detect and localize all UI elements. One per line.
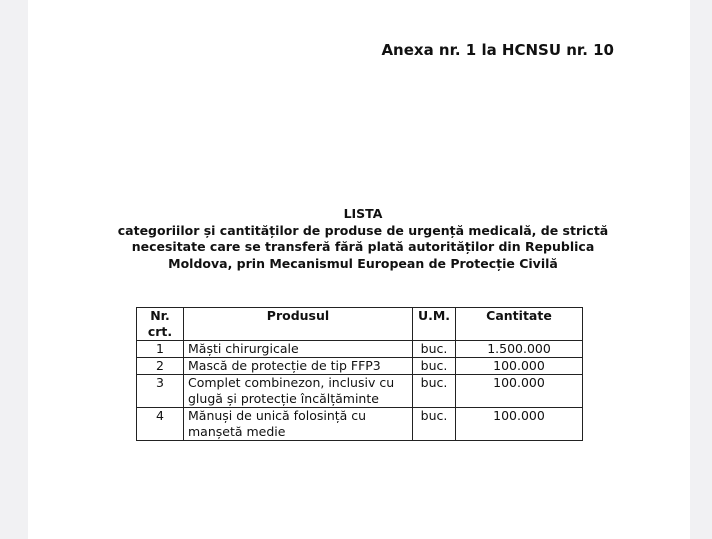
table-row — [137, 408, 583, 441]
document-title — [88, 206, 638, 272]
cell-unit: buc. — [413, 358, 456, 375]
cell-product-line: Mască de protecție de tip FFP3 — [188, 358, 381, 373]
title-line: Moldova, prin Mecanismul European de Protecție Civilă — [168, 255, 558, 271]
header-nr-line2: crt. — [147, 324, 173, 339]
cell-nr: 4 — [137, 408, 184, 441]
title-line: necesitate care se transferă fără plată autorităților din Republica — [131, 239, 595, 254]
table-row — [137, 341, 583, 358]
cell-quantity: 100.000 — [456, 358, 583, 375]
table-row — [137, 375, 583, 408]
cell-unit: buc. — [413, 408, 456, 441]
table-row — [137, 358, 583, 375]
cell-product — [184, 375, 413, 408]
cell-product-line: Mănuși de unică folosință cu — [188, 408, 367, 423]
cell-product — [184, 358, 413, 375]
cell-product — [184, 341, 413, 358]
cell-product-line: Complet combinezon, inclusiv cu — [188, 375, 395, 390]
cell-quantity: 100.000 — [456, 408, 583, 441]
cell-product-line: manșetă medie — [188, 424, 286, 439]
cell-nr: 2 — [137, 358, 184, 375]
header-product: Produsul — [184, 308, 413, 341]
header-unit: U.M. — [413, 308, 456, 341]
cell-nr: 1 — [137, 341, 184, 358]
cell-quantity: 1.500.000 — [456, 341, 583, 358]
table-header-row — [137, 308, 583, 341]
cell-product-line: glugă și protecție încălțăminte — [188, 391, 379, 406]
document-page — [28, 0, 690, 539]
cell-product — [184, 408, 413, 441]
header-quantity: Cantitate — [456, 308, 583, 341]
cell-quantity: 100.000 — [456, 375, 583, 408]
products-table — [136, 307, 583, 441]
header-nr-line1: Nr. — [150, 308, 170, 323]
cell-unit: buc. — [413, 375, 456, 408]
header-nr — [137, 308, 184, 341]
cell-unit: buc. — [413, 341, 456, 358]
annex-reference: Anexa nr. 1 la HCNSU nr. 10 — [381, 41, 614, 59]
title-heading: LISTA — [343, 206, 383, 221]
title-line: categoriilor și cantităților de produse de urgență medicală, de strictă — [117, 222, 609, 238]
cell-product-line: Măști chirurgicale — [188, 341, 299, 356]
cell-nr: 3 — [137, 375, 184, 408]
